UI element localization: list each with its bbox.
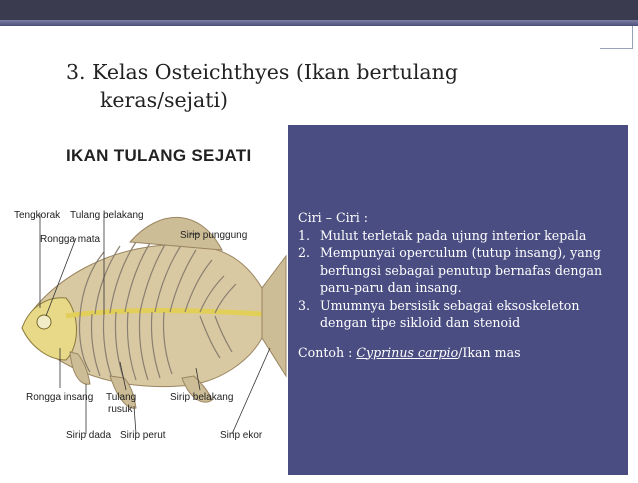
top-bar (0, 0, 638, 20)
slide-title (66, 58, 546, 114)
label-tulang-rusuk-2: rusuk (108, 404, 133, 415)
top-accent-bar (0, 20, 638, 26)
characteristics-panel (288, 125, 628, 475)
label-sirip-punggung: Sirip punggung (180, 230, 248, 241)
list-item: 2. Mempunyai operculum (tutup insang), yang berfungsi sebagai penutup bernafas dengan paru-paru dan insang. (298, 245, 603, 295)
corner-decoration (600, 26, 633, 49)
label-tulang-rusuk-1: Tulang (106, 392, 137, 403)
scientific-name-link[interactable]: Cyprinus carpio (356, 344, 459, 360)
label-sirip-ekor: Sirip ekor (220, 430, 263, 441)
example-line: Contoh : Cyprinus carpio/Ikan mas (298, 344, 521, 360)
characteristics-text (298, 209, 618, 361)
fish-skeleton-illustration (0, 138, 288, 479)
list-item: 3. Umumnya bersisik sebagai eksoskeleton dengan tipe sikloid dan stenoid (298, 297, 580, 330)
label-sirip-perut: Sirip perut (120, 430, 166, 441)
label-rongga-insang: Rongga insang (26, 392, 94, 403)
list-item: 1. Mulut terletak pada ujung interior kepala (298, 227, 587, 243)
label-sirip-dada: Sirip dada (66, 430, 112, 441)
fish-figure (0, 138, 288, 479)
label-sirip-belakang: Sirip belakang (170, 392, 234, 403)
figure-heading: IKAN TULANG SEJATI (66, 146, 252, 165)
slide-title-line2: keras/sejati) (100, 88, 229, 112)
panel-heading: Ciri – Ciri : (298, 210, 368, 225)
label-tulang-belakang: Tulang belakang (70, 210, 144, 221)
characteristics-list (298, 227, 618, 332)
label-tengkorak: Tengkorak (14, 210, 61, 221)
label-rongga-mata: Rongga mata (40, 234, 101, 245)
slide-title-line1: 3. Kelas Osteichthyes (Ikan bertulang (66, 60, 458, 84)
